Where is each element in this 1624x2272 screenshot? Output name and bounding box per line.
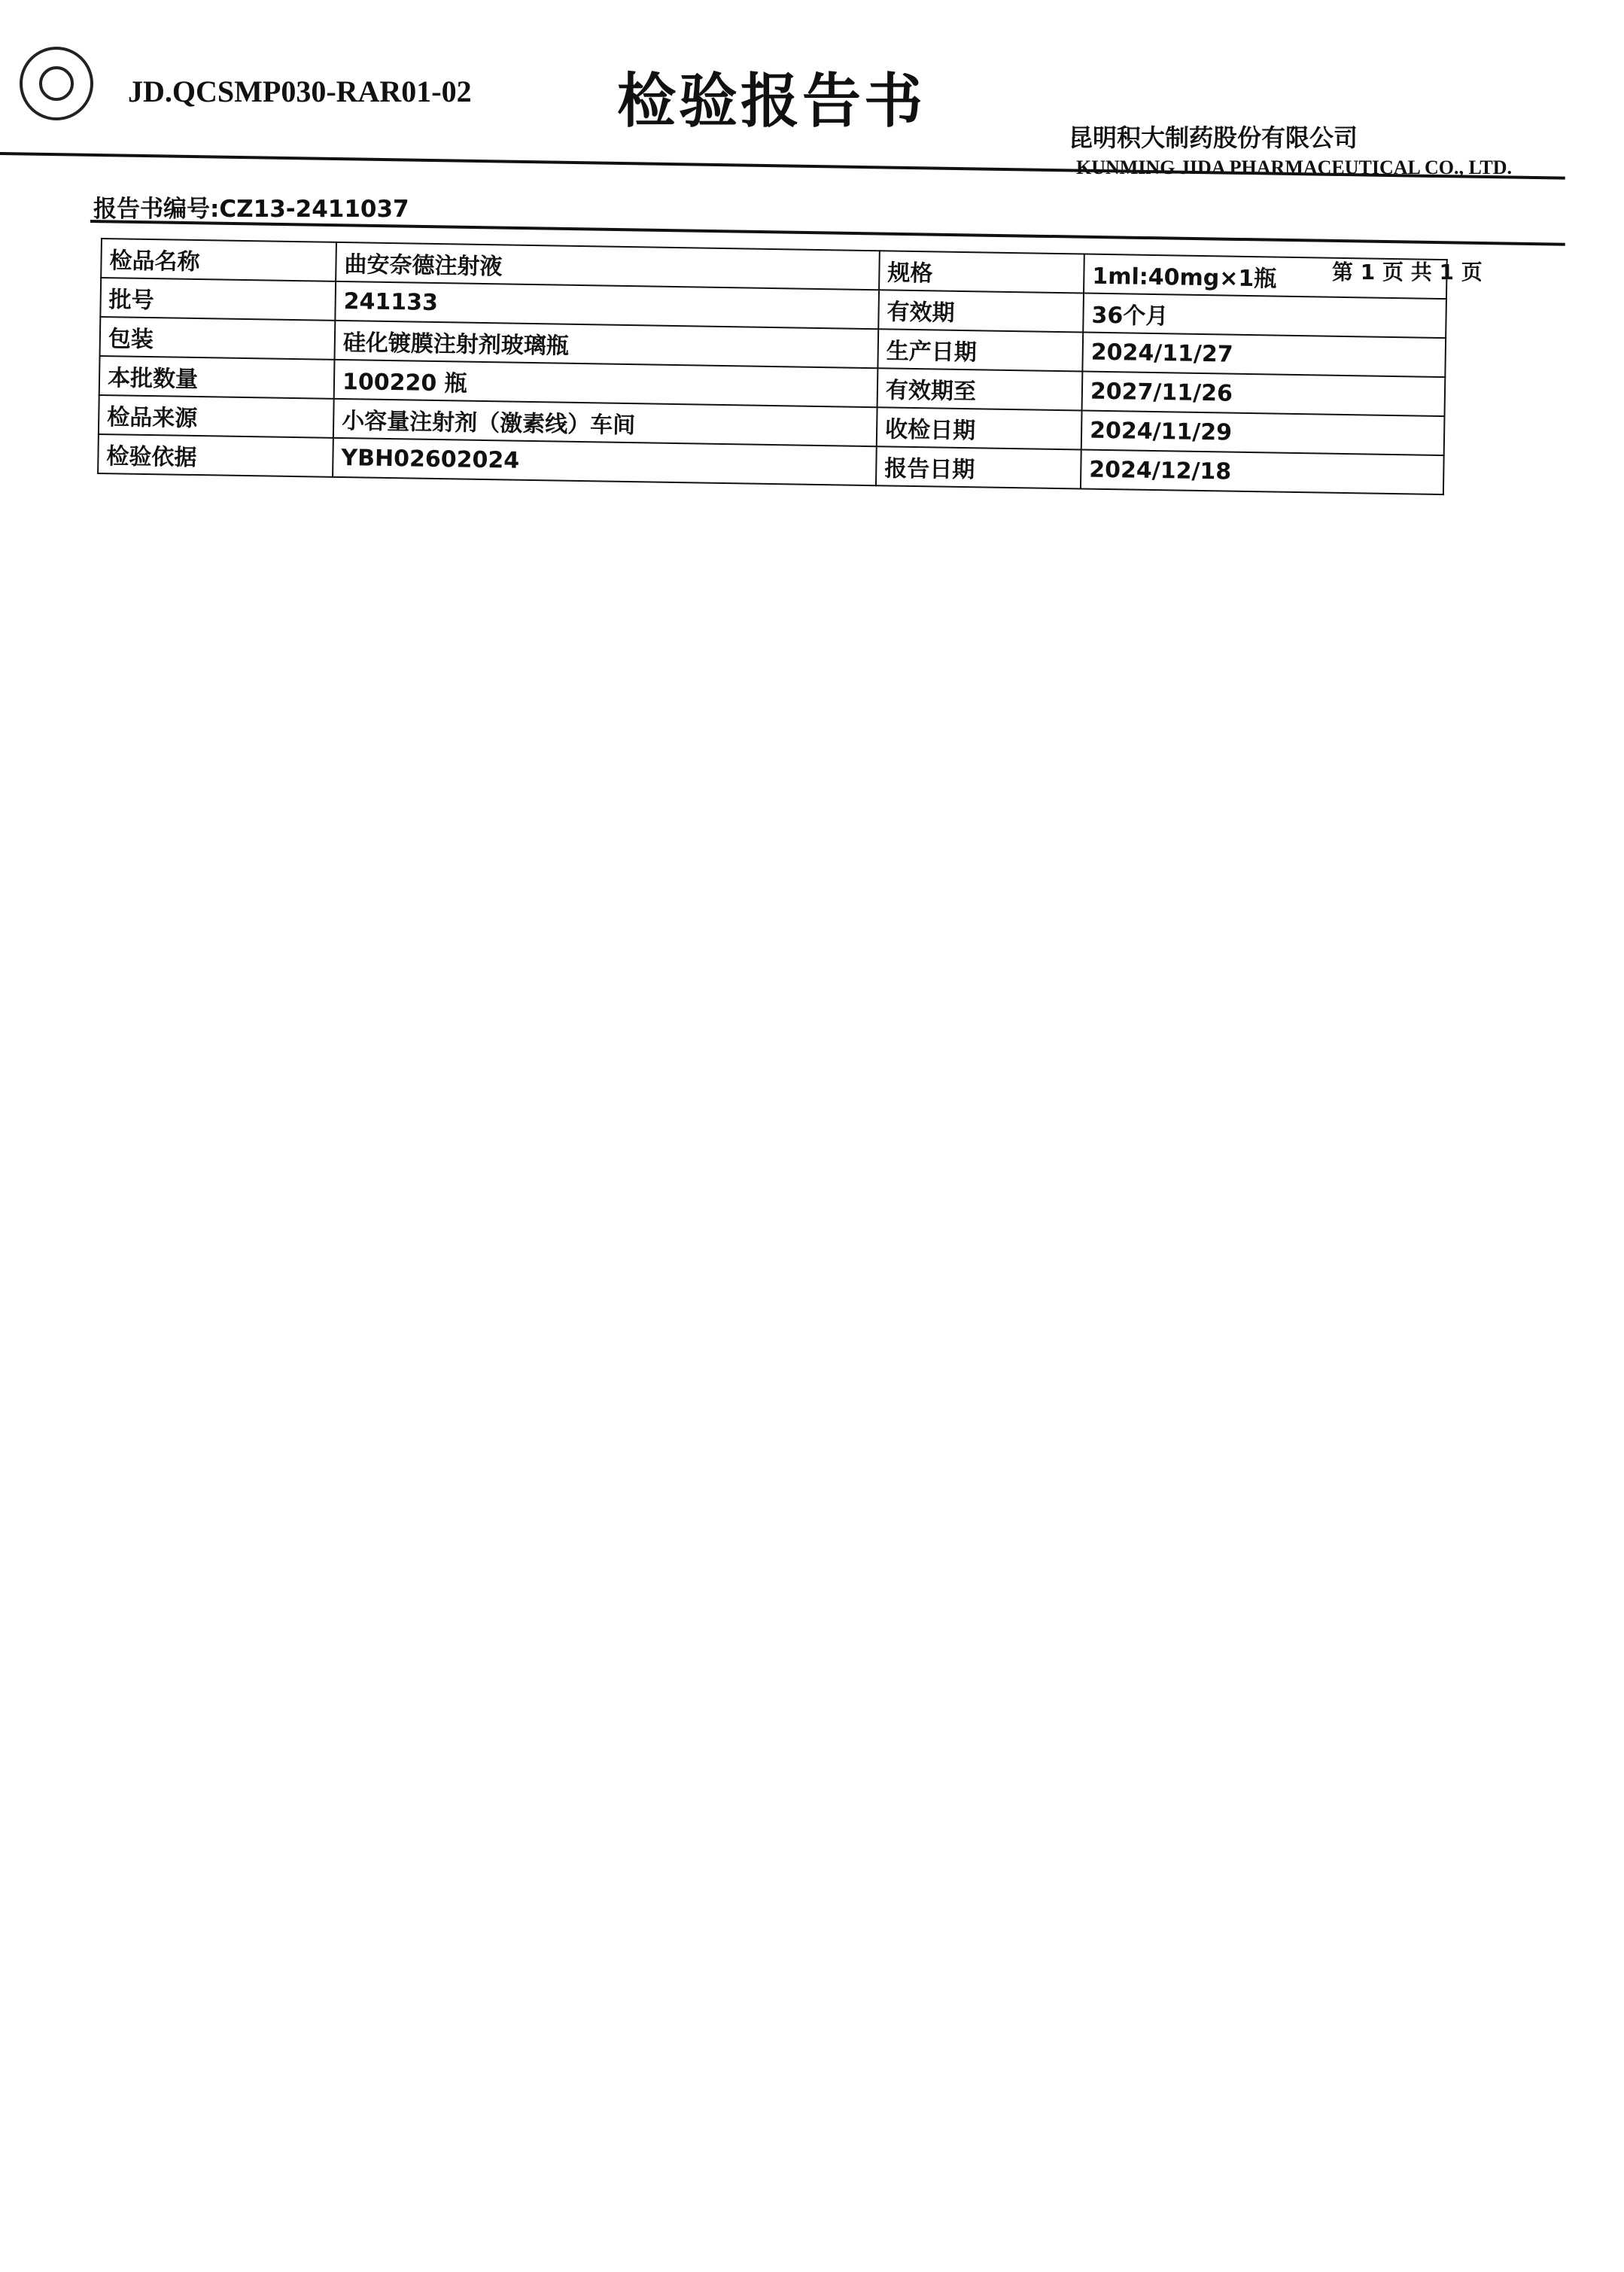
company-name-cn: 昆明积大制药股份有限公司 bbox=[1069, 123, 1358, 152]
report-number: 报告书编号:CZ13-2411037 bbox=[93, 196, 409, 223]
document-code: JD.QCSMP030-RAR01-02 bbox=[128, 75, 472, 108]
page-title: 检验报告书 bbox=[617, 68, 926, 135]
info-label: 包装 bbox=[100, 317, 336, 360]
info-label: 规格 bbox=[879, 251, 1084, 293]
info-value: 2027/11/26 bbox=[1082, 372, 1446, 417]
info-value: 36个月 bbox=[1083, 294, 1446, 339]
company-name-en: KUNMING JIDA PHARMACEUTICAL CO., LTD. bbox=[1076, 157, 1513, 178]
info-table bbox=[97, 238, 1448, 495]
info-value: 100220 瓶 bbox=[334, 360, 878, 407]
info-value: 2024/11/29 bbox=[1081, 411, 1445, 456]
info-label: 有效期至 bbox=[877, 368, 1083, 410]
info-value: YBH02602024 bbox=[333, 438, 877, 485]
info-value: 硅化镀膜注射剂玻璃瓶 bbox=[334, 321, 878, 368]
info-label: 检验依据 bbox=[98, 434, 333, 477]
info-value: 曲安奈德注射液 bbox=[336, 242, 880, 290]
info-label: 本批数量 bbox=[99, 356, 335, 399]
info-label: 收检日期 bbox=[877, 407, 1082, 449]
info-label: 报告日期 bbox=[876, 446, 1081, 488]
info-value: 1ml:40mg×1瓶 bbox=[1084, 254, 1447, 300]
info-label: 检品名称 bbox=[101, 239, 336, 281]
info-label: 有效期 bbox=[878, 290, 1084, 332]
info-value: 241133 bbox=[335, 281, 879, 329]
info-value: 小容量注射剂（激素线）车间 bbox=[333, 399, 877, 446]
info-label: 生产日期 bbox=[877, 329, 1083, 371]
info-value: 2024/11/27 bbox=[1082, 333, 1446, 378]
info-value: 2024/12/18 bbox=[1081, 449, 1444, 494]
company-logo-icon bbox=[20, 47, 93, 120]
info-label: 检品来源 bbox=[99, 395, 334, 438]
info-label: 批号 bbox=[100, 278, 336, 321]
page-indicator: 第 1 页 共 1 页 bbox=[1332, 260, 1483, 284]
